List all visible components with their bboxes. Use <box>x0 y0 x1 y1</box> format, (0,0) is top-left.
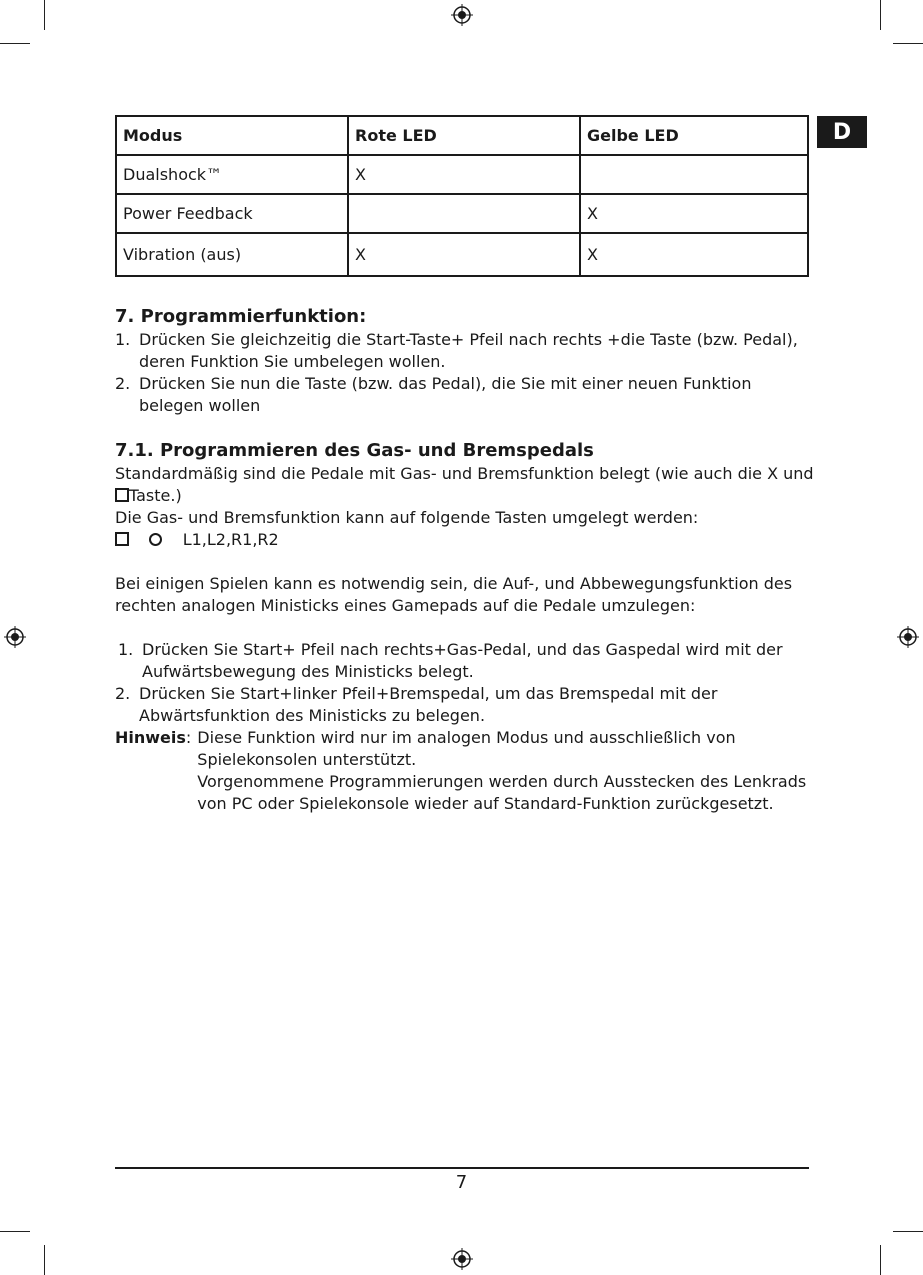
button-list <box>115 529 815 551</box>
crop-mark <box>880 0 881 30</box>
list-text: Drücken Sie gleichzeitig die Start-Taste+ Pfeil nach rechts +die Taste (bzw. Pedal), deren Funktion Sie umbelegen wollen. <box>139 330 798 371</box>
table-header: Gelbe LED <box>580 116 808 155</box>
intro-paragraph <box>115 463 815 507</box>
list-text: Drücken Sie Start+linker Pfeil+Bremspedal, um das Bremspedal mit der Abwärtsfunktion des Ministicks zu belegen. <box>139 684 718 725</box>
list-text: Drücken Sie nun die Taste (bzw. das Pedal), die Sie mit einer neuen Funktion belegen wollen <box>139 374 752 415</box>
list-number: 1. <box>115 330 131 349</box>
list-text: Drücken Sie Start+ Pfeil nach rechts+Gas-Pedal, und das Gaspedal wird mit der Aufwärtsbewegung des Ministicks belegt. <box>142 640 783 681</box>
table-cell: X <box>348 233 580 276</box>
table-row <box>116 155 808 194</box>
section-7-title: 7. Programmierfunktion: <box>115 306 367 327</box>
list-number: 2. <box>115 374 131 393</box>
crop-mark <box>0 1231 30 1232</box>
list-item <box>115 373 815 417</box>
main-content <box>115 305 815 815</box>
list-number: 1. <box>118 640 134 659</box>
table-row <box>116 194 808 233</box>
table-cell: X <box>580 233 808 276</box>
list-item <box>115 683 815 727</box>
crop-mark <box>44 1245 45 1275</box>
registration-mark-icon <box>897 626 919 648</box>
list-item <box>115 639 815 683</box>
table-cell <box>580 155 808 194</box>
table-header: Modus <box>116 116 348 155</box>
circle-button-icon <box>149 533 162 546</box>
page-number: 7 <box>455 1172 468 1193</box>
registration-mark-icon <box>451 1248 473 1270</box>
table-cell: Power Feedback <box>116 194 348 233</box>
button-list-text: L1,L2,R1,R2 <box>182 530 279 549</box>
ministick-paragraph: Bei einigen Spielen kann es notwendig sein, die Auf-, und Abbewegungsfunktion des rechten analogen Ministicks eines Gamepads auf die Pedale umzulegen: <box>115 574 793 615</box>
table-header-row <box>116 116 808 155</box>
table-row <box>116 233 808 276</box>
note-line: Diese Funktion wird nur im analogen Modus und ausschließlich von Spielekonsolen unterstützt. <box>197 728 736 769</box>
note-block: Hinweis: Diese Funktion wird nur im analogen Modus und ausschließlich von Spielekonsolen unterstützt. Vorgenommene Programmierungen werden durch Ausstecken des Lenkrads von PC oder Spielekonsole wieder auf Standard-Funktion zurückgesetzt. <box>115 727 815 815</box>
list-item <box>115 329 815 373</box>
led-mode-table <box>115 115 809 277</box>
square-button-icon <box>115 488 129 502</box>
square-button-icon <box>115 532 129 546</box>
footer-rule <box>115 1167 809 1169</box>
language-tab: D <box>817 116 867 148</box>
table-header: Rote LED <box>348 116 580 155</box>
remap-paragraph: Die Gas- und Bremsfunktion kann auf folgende Tasten umgelegt werden: <box>115 508 699 527</box>
note-line: Vorgenommene Programmierungen werden durch Ausstecken des Lenkrads von PC oder Spielekonsole wieder auf Standard-Funktion zurückgesetzt. <box>197 772 807 813</box>
table-cell <box>348 194 580 233</box>
crop-mark <box>893 43 923 44</box>
crop-mark <box>880 1245 881 1275</box>
table-cell: X <box>348 155 580 194</box>
crop-mark <box>0 43 30 44</box>
registration-mark-icon <box>451 4 473 26</box>
intro-text-b: Taste.) <box>129 486 182 505</box>
crop-mark <box>44 0 45 30</box>
section-71-title: 7.1. Programmieren des Gas- und Bremspedals <box>115 440 594 461</box>
table-cell: X <box>580 194 808 233</box>
intro-text-a: Standardmäßig sind die Pedale mit Gas- und Bremsfunktion belegt (wie auch die X und <box>115 464 814 483</box>
note-label: Hinweis <box>115 728 186 747</box>
table-cell: Dualshock™ <box>116 155 348 194</box>
crop-mark <box>893 1231 923 1232</box>
table-cell: Vibration (aus) <box>116 233 348 276</box>
registration-mark-icon <box>4 626 26 648</box>
list-number: 2. <box>115 684 131 703</box>
